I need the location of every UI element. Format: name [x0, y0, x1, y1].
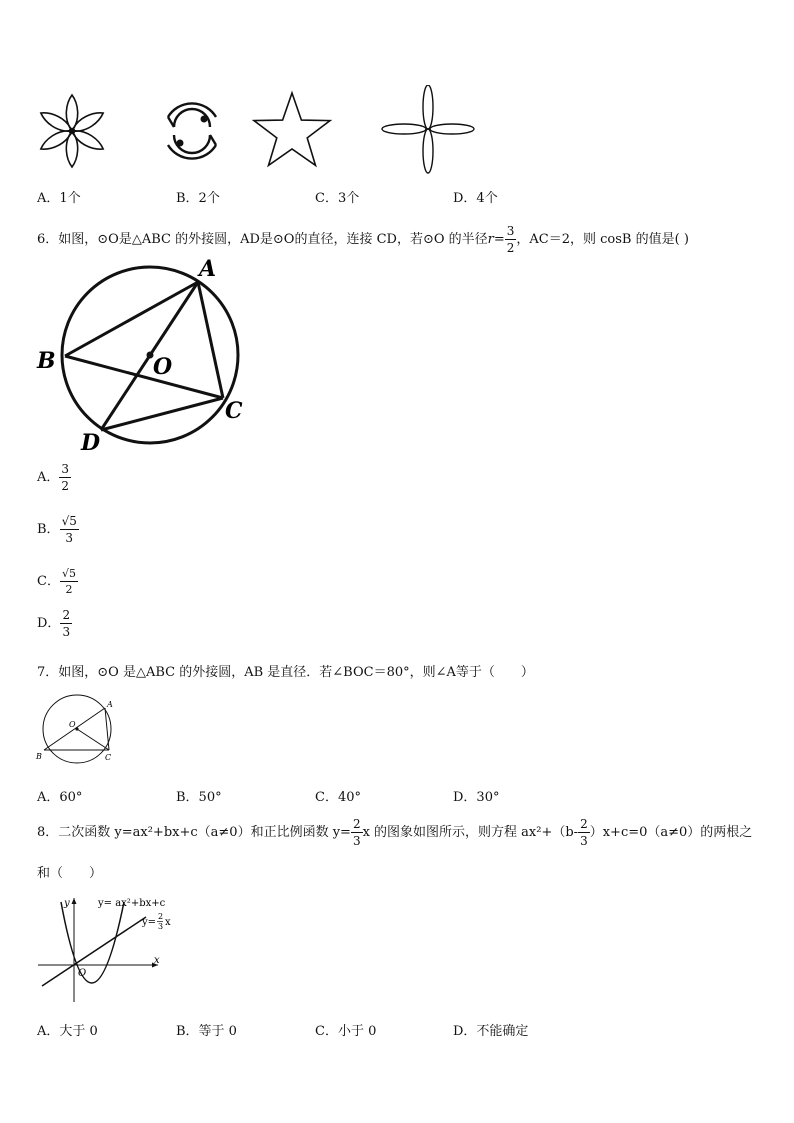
- q6-option-b-fraction: [60, 515, 79, 544]
- q8-fraction-1-num: 2: [352, 817, 361, 831]
- q8-option-d[interactable]: D．不能确定: [453, 1024, 529, 1039]
- q6-option-a[interactable]: [37, 463, 71, 492]
- q6-option-d-letter: D．: [37, 616, 61, 631]
- q8-fraction-1: [351, 818, 363, 847]
- q8-graph-figure: [36, 892, 176, 1004]
- four-ellipse-figure: [382, 85, 474, 173]
- q6-option-a-letter: A．: [37, 470, 60, 485]
- q6-stem-prefix: 6．如图，⊙O是△ABC 的外接圆，AD是⊙O的直径，连接 CD，若⊙O 的半径: [37, 232, 488, 247]
- q6-label-d: D: [81, 430, 101, 456]
- q8-graph-y-label: y: [64, 898, 70, 909]
- q8-stem-line1: [37, 818, 752, 847]
- q7-option-c[interactable]: C．40°: [315, 790, 361, 805]
- q6-label-c: C: [225, 398, 243, 424]
- q8-graph-origin-label: O: [78, 968, 87, 979]
- q8-option-c[interactable]: C．小于 0: [315, 1024, 377, 1039]
- q7-label-b: B: [36, 752, 42, 761]
- q6-option-a-den: 2: [61, 479, 70, 493]
- q5-option-c[interactable]: C．3个: [315, 191, 360, 206]
- q5-option-d[interactable]: D．4个: [453, 191, 498, 206]
- q6-option-a-num: 3: [61, 462, 70, 476]
- q8-graph-parabola-label: y= ax²+bx+c: [98, 898, 166, 909]
- q6-radius-num: 3: [506, 224, 515, 238]
- q7-stem: 7．如图，⊙O 是△ABC 的外接圆，AB 是直径．若∠BOC＝80°，则∠A等于（ ）: [37, 665, 534, 680]
- q6-option-c-letter: C．: [37, 574, 60, 589]
- q6-option-c[interactable]: [37, 568, 78, 595]
- q6-option-a-fraction: [59, 463, 71, 492]
- q8-fraction-2-num: 2: [580, 817, 588, 831]
- q7-option-b[interactable]: B．50°: [176, 790, 222, 805]
- q8-option-a[interactable]: A．大于 0: [37, 1024, 98, 1039]
- q7-option-d[interactable]: D．30°: [453, 790, 500, 805]
- q6-label-o: O: [153, 354, 173, 380]
- q6-label-b: B: [37, 348, 56, 374]
- star-figure: [254, 93, 330, 165]
- q6-option-d[interactable]: [37, 609, 72, 638]
- q8-stem-part1: 8．二次函数 y=ax²+bx+c（a≠0）和正比例函数 y=: [37, 825, 351, 840]
- q7-option-a[interactable]: A．60°: [37, 790, 83, 805]
- q8-option-b[interactable]: B．等于 0: [176, 1024, 237, 1039]
- q7-label-o: O: [69, 720, 76, 729]
- q5-option-b[interactable]: B．2个: [176, 191, 220, 206]
- swirl-figure: [168, 103, 216, 158]
- q8-fraction-2: [578, 818, 590, 847]
- q7-label-c: C: [105, 753, 112, 762]
- q6-option-b[interactable]: [37, 515, 79, 544]
- q6-stem: [37, 225, 689, 254]
- q6-label-a: A: [199, 258, 217, 282]
- q8-stem-part2: x 的图象如图所示，则方程 ax²+（b-: [362, 825, 579, 840]
- q6-option-b-den: 3: [65, 531, 74, 545]
- q5-option-a[interactable]: A．1个: [37, 191, 81, 206]
- q7-circle-figure: [33, 694, 123, 766]
- q6-option-d-fraction: [60, 609, 72, 638]
- q5-figures: [30, 85, 490, 180]
- q6-option-b-letter: B．: [37, 522, 60, 537]
- q6-radius-fraction: [505, 225, 517, 254]
- q8-fraction-2-den: 3: [580, 834, 588, 848]
- q6-option-d-num: 2: [62, 608, 71, 622]
- q8-graph-x-label: x: [154, 955, 160, 966]
- q6-option-d-den: 3: [62, 625, 71, 639]
- q8-graph-line-label-suffix: x: [165, 917, 171, 928]
- q6-circle-figure: [35, 258, 255, 458]
- q8-stem-line2: 和（ ）: [37, 866, 103, 881]
- q8-graph-line-label-num: 2: [158, 912, 164, 921]
- q6-radius-symbol: r: [487, 232, 494, 247]
- q8-graph-line-label-prefix: y=: [142, 917, 157, 928]
- q8-graph-line-label-den: 3: [158, 922, 164, 931]
- q6-option-c-den: 2: [65, 583, 73, 596]
- q6-option-b-num: √5: [61, 514, 77, 528]
- flower-figure: [38, 95, 106, 167]
- q6-equals: =: [493, 232, 505, 247]
- q6-radius-den: 2: [506, 241, 515, 255]
- q8-stem-part3: ）x+c=0（a≠0）的两根之: [589, 825, 753, 840]
- q6-option-c-fraction: [60, 568, 78, 595]
- q6-stem-suffix: ，AC＝2，则 cosB 的值是( ): [516, 232, 689, 247]
- q8-fraction-1-den: 3: [352, 834, 361, 848]
- q6-option-c-num: √5: [61, 567, 76, 580]
- q7-label-a: A: [107, 700, 113, 709]
